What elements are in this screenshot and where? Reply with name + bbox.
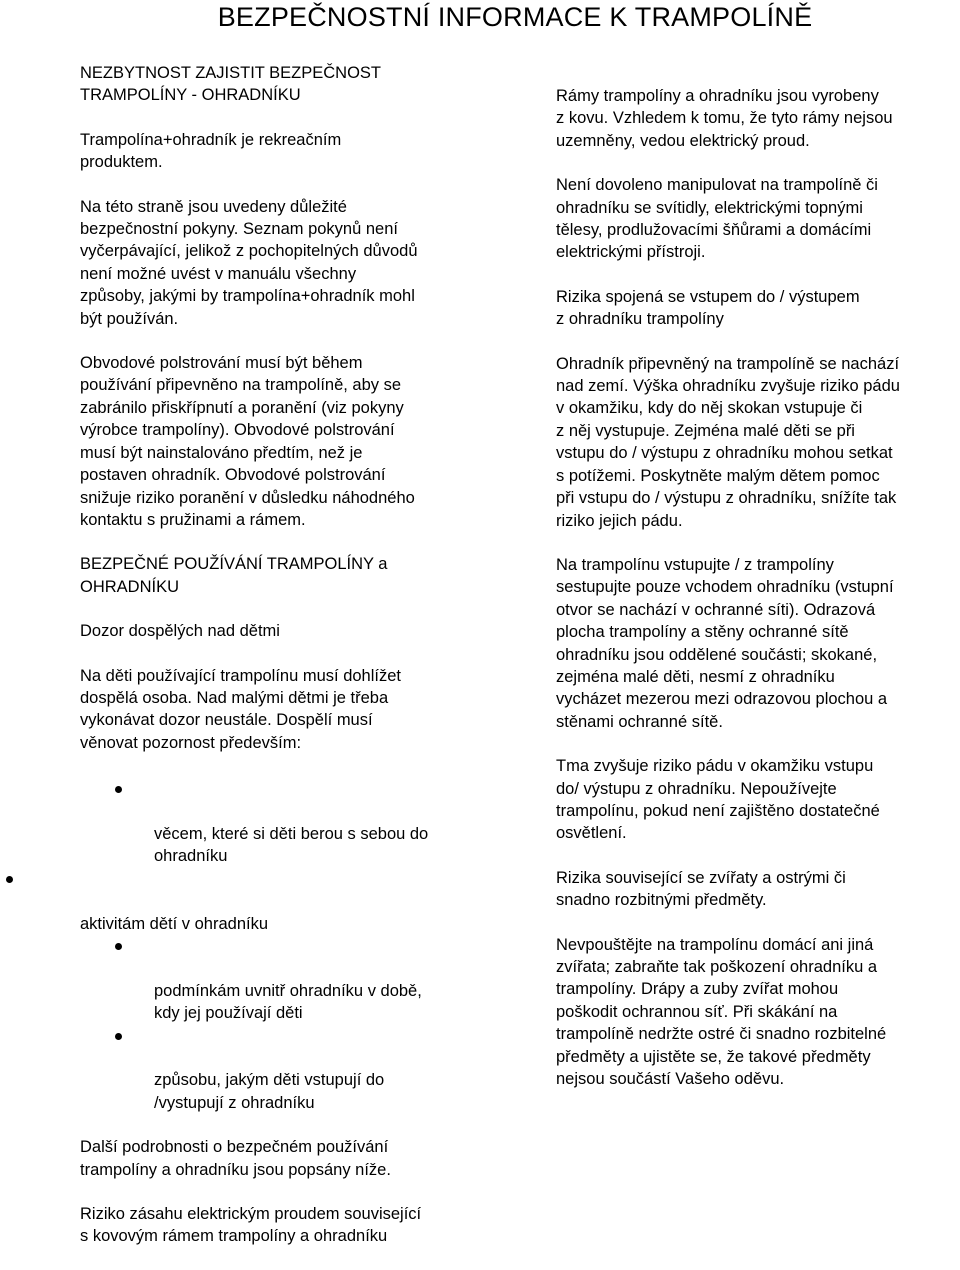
enclosure-height-paragraph: Ohradník připevněný na trampolíně se nachází nad zemí. Výška ohradníku zvyšuje riziko pádu v okamžiku, kdy do něj skokan vstupuje či z něj vystupuje. Zejména malé děti se při vstupu do / výstupu z ohradníku mohou setkat s potížemi. Poskytněte malým dětem pomoc při vstupu do / výstupu z ohradníku, snížíte tak riziko jejich pádu. — [556, 354, 900, 530]
bullet-icon — [115, 1033, 122, 1040]
padding-paragraph: Obvodové polstrování musí být během používání připevněno na trampolíně, aby se zabránilo přiskřípnutí a poranění (viz pokyny výrobce trampolíny). Obvodové polstrování musí být nainstalováno předtím, než je postaven ohradník. Obvodové polstrování snižuje riziko poranění v důsledku náhodného kontaktu s pružinami a rámem. — [80, 354, 415, 529]
darkness-paragraph: Tma zvyšuje riziko pádu v okamžiku vstupu do/ výstupu z ohradníku. Nepoužívejte trampolínu, pokud není zajištěno dostatečné osvětlení. — [556, 757, 880, 843]
list-item: podmínkám uvnitř ohradníku v době, kdy jej používají děti — [80, 935, 500, 1025]
section-heading-safe-use: BEZPEČNÉ POUŽÍVÁNÍ TRAMPOLÍNY a OHRADNÍKU — [80, 555, 388, 596]
bullet-icon — [6, 876, 13, 883]
supervision-bullet-list — [80, 778, 500, 1114]
section-heading-necessity: NEZBYTNOST ZAJISTIT BEZPEČNOST TRAMPOLÍNY - OHRADNÍKU — [80, 64, 382, 105]
metal-frame-paragraph: Rámy trampolíny a ohradníku jsou vyrobeny z kovu. Vzhledem k tomu, že tyto rámy nejsou uzemněny, vedou elektrický proud. — [556, 87, 893, 150]
subheading-animals-objects: Rizika související se zvířaty a ostrými či snadno rozbitnými předměty. — [556, 868, 846, 910]
details-paragraph: Další podrobnosti o bezpečném používání trampolíny a ohradníku jsou popsány níže. — [80, 1138, 391, 1179]
entrance-paragraph: Na trampolínu vstupujte / z trampolíny sestupujte pouze vchodem ohradníku (vstupní otvor se nachází v ochranné síti). Odrazová plocha trampolíny a stěny ochranné sítě ohradníku jsou oddělené součásti; skokané, zejména malé děti, nesmí z ohradníku vycházet mezerou mezi odrazovou plochou a stěnami ochranné sítě. — [556, 555, 894, 731]
list-item: způsobu, jakým děti vstupují do /vystupují z ohradníku — [80, 1025, 500, 1115]
subheading-adult-supervision: Dozor dospělých nad dětmi — [80, 622, 280, 641]
list-item: věcem, které si děti berou s sebou do ohradníku — [80, 778, 500, 868]
list-item: aktivitám dětí v ohradníku — [80, 868, 500, 935]
animals-paragraph: Nevpouštějte na trampolínu domácí ani jiná zvířata; zabraňte tak poškození ohradníku a trampolíny. Drápy a zuby zvířat mohou poškodit ochrannou síť. Při skákání na trampolíně nedržte ostré či snadno rozbitelné předměty a ujistěte se, že takové předměty nejsou součástí Vašeho oděvu. — [556, 935, 887, 1089]
electric-devices-paragraph: Není dovoleno manipulovat na trampolíně či ohradníku se svítidly, elektrickými topnými tělesy, prodlužovacími šňůrami a domácími elektrickými přístroji. — [556, 176, 878, 262]
left-column — [80, 62, 500, 1270]
instructions-intro-paragraph: Na této straně jsou uvedeny důležité bezpečnostní pokyny. Seznam pokynů není vyčerpávající, jelikož z pochopitelných důvodů není možné uvést v manuálu všechny způsoby, jakými by trampolína+ohradník mohl být používán. — [80, 197, 418, 328]
right-column — [556, 85, 956, 1112]
product-intro-paragraph: Trampolína+ohradník je rekreačním produktem. — [80, 130, 342, 172]
subheading-entry-exit-risk: Rizika spojená se vstupem do / výstupem z ohradníku trampolíny — [556, 287, 860, 329]
bullet-icon — [115, 786, 122, 793]
page-title: BEZPEČNOSTNÍ INFORMACE K TRAMPOLÍNĚ — [217, 2, 813, 32]
bullet-icon — [115, 943, 122, 950]
subheading-electric-risk: Riziko zásahu elektrickým proudem související s kovovým rámem trampolíny a ohradníku — [80, 1205, 422, 1246]
supervision-paragraph: Na děti používající trampolínu musí dohlížet dospělá osoba. Nad malými dětmi je třeba vykonávat dozor neustále. Dospělí musí věnovat pozornost především: — [80, 666, 401, 752]
